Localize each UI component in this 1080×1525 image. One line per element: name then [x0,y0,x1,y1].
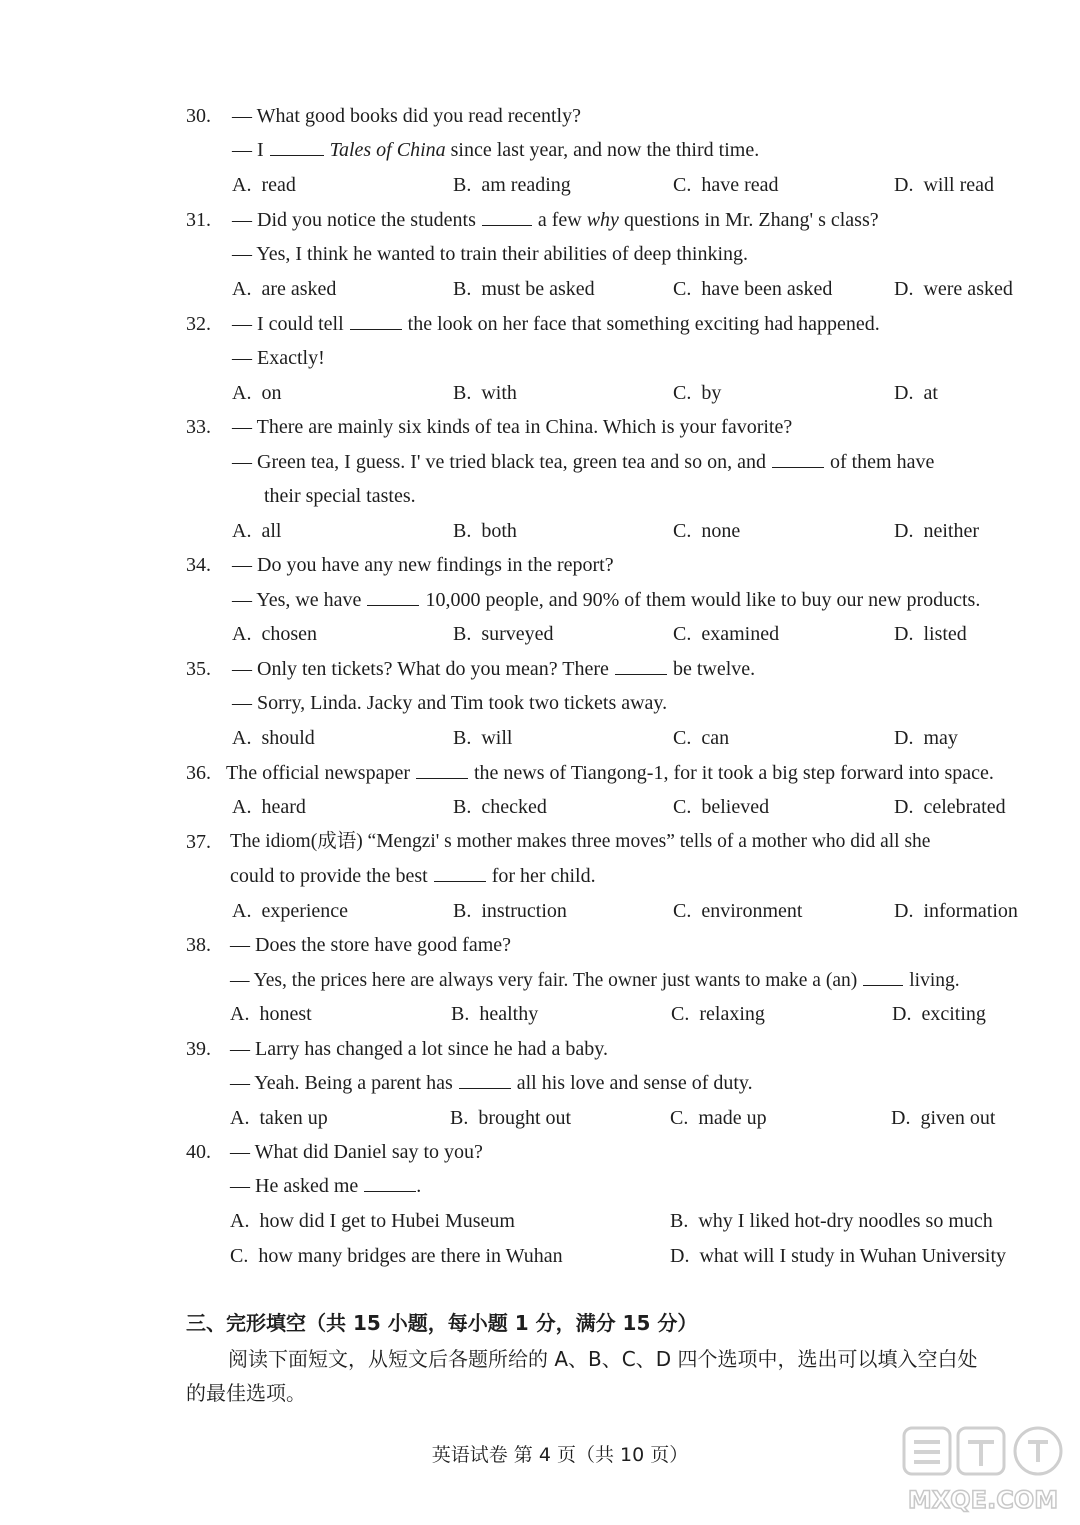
option-d: D. celebrated [894,796,1006,818]
option-b: B. surveyed [453,623,554,645]
question-line [232,137,759,163]
question-number: 38. [186,934,211,956]
option-c: C. examined [673,623,780,645]
answer-blank [772,449,824,468]
section-instruction: 的最佳选项。 [186,1381,306,1405]
question-line: — Exactly! [232,347,325,369]
question-line: — Yeah. Being a parent has all his love and sense of duty. [230,1072,753,1094]
option-a: A. chosen [232,623,317,645]
option-a: A. all [232,520,282,542]
book-title: Tales of China [329,139,446,161]
section-instruction: 阅读下面短文，从短文后各题所给的 A、B、C、D 四个选项中，选出可以填入空白处 [228,1347,978,1371]
question-number: 39. [186,1038,211,1060]
option-a: A. are asked [232,278,337,300]
option-d: D. neither [894,520,979,542]
watermark-text: MXQE.COM [907,1486,1059,1514]
question-line: — Green tea, I guess. I' ve tried black tea, green tea and so on, and of them have [232,451,935,473]
option-d: D. listed [894,623,967,645]
option-a: A. on [232,382,282,404]
option-b: B. checked [453,796,547,818]
option-a: A. experience [232,900,349,922]
option-c: C. believed [673,796,770,818]
option-d: D. may [894,727,958,749]
question-line: — He asked me . [230,1175,422,1197]
answer-blank [459,1070,511,1089]
question-line: — Larry has changed a lot since he had a baby. [230,1038,608,1060]
question-line: — What good books did you read recently? [232,105,581,127]
option-c: C. relaxing [671,1003,765,1025]
question-line: — What did Daniel say to you? [230,1141,483,1163]
question-number: 30. [186,105,211,127]
question-number: 32. [186,313,211,335]
question-number: 40. [186,1141,211,1163]
option-d: D. what will I study in Wuhan University [670,1245,1007,1267]
option-a: A. should [232,727,315,749]
question-number: 37. [186,831,211,853]
option-b: B. will [453,727,513,749]
line-prefix: — I [232,139,264,161]
answer-blank [367,587,419,606]
question-line: could to provide the best for her child. [230,865,596,887]
option-c: C. have been asked [673,278,833,300]
option-c: C. have read [673,174,779,196]
option-c: C. can [673,727,730,749]
answer-blank [364,1173,416,1192]
option-b: B. must be asked [453,278,595,300]
option-c: C. how many bridges are there in Wuhan [230,1245,563,1267]
section-title: 三、完形填空（共 15 小题，每小题 1 分，满分 15 分） [186,1311,698,1335]
watermark-logo [898,1422,1068,1517]
option-b: B. with [453,382,517,404]
question-line: — Did you notice the students a few why questions in Mr. Zhang' s class? [232,209,879,231]
question-line: — Only ten tickets? What do you mean? There be twelve. [232,658,756,680]
question-line: — I could tell the look on her face that something exciting had happened. [232,313,880,335]
question-line: — Sorry, Linda. Jacky and Tim took two tickets away. [232,692,668,714]
answer-blank [863,967,903,986]
option-a: A. taken up [230,1107,328,1129]
option-b: B. why I liked hot-dry noodles so much [670,1210,993,1232]
option-d: D. at [894,382,938,404]
answer-blank [416,760,468,779]
option-d: D. were asked [894,278,1013,300]
option-b: B. healthy [451,1003,539,1025]
question-line: — Does the store have good fame? [230,934,512,956]
option-c: C. none [673,520,741,542]
option-c: C. by [673,382,722,404]
question-line: — There are mainly six kinds of tea in China. Which is your favorite? [232,416,793,438]
question-line: — Yes, the prices here are always very fair. The owner just wants to make a (an) living. [230,967,960,994]
question-number: 31. [186,209,211,231]
option-d: D. given out [891,1107,996,1129]
option-a: A. read [232,174,296,196]
option-b: B. brought out [450,1107,572,1129]
option-b: B. both [453,520,517,542]
option-b: B. am reading [453,174,571,196]
page-footer: 英语试卷 第 4 页（共 10 页） [431,1444,689,1466]
question-line: — Yes, I think he wanted to train their abilities of deep thinking. [232,243,749,265]
option-b: B. instruction [453,900,567,922]
question-number: 34. [186,554,211,576]
answer-blank [350,311,402,330]
option-c: C. made up [670,1107,767,1129]
option-a: A. honest [230,1003,312,1025]
option-d: D. information [894,900,1018,922]
answer-blank [270,137,324,156]
line-suffix: since last year, and now the third time. [450,139,760,161]
question-number: 33. [186,416,211,438]
answer-blank [482,207,532,226]
question-line: — Do you have any new findings in the report? [232,554,614,576]
option-d: D. will read [894,174,994,196]
question-line: — Yes, we have 10,000 people, and 90% of them would like to buy our new products. [232,589,981,611]
question-number: 36. [186,762,211,784]
question-line: The idiom(成语) “Mengzi' s mother makes three moves” tells of a mother who did all she [230,831,931,852]
answer-blank [615,656,667,675]
question-number: 35. [186,658,211,680]
answer-blank [434,863,486,882]
option-a: A. heard [232,796,306,818]
option-c: C. environment [673,900,803,922]
question-line: The official newspaper the news of Tiangong-1, for it took a big step forward into space. [226,762,994,784]
option-d: D. exciting [892,1003,986,1025]
question-line: their special tastes. [264,485,416,507]
option-a: A. how did I get to Hubei Museum [230,1210,515,1232]
